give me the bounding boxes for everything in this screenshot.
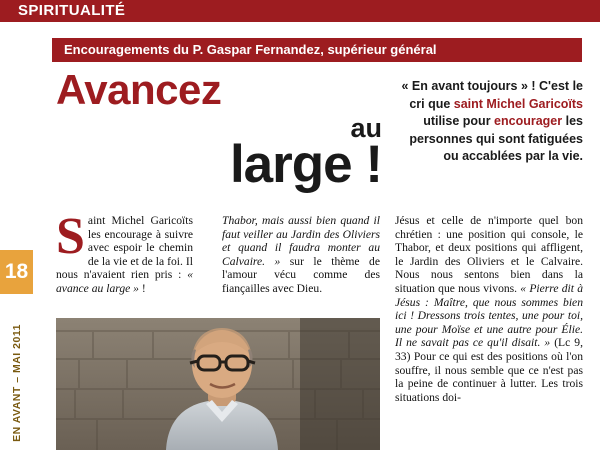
body-column-3 <box>395 214 583 404</box>
article-photo <box>56 318 380 450</box>
kicker-text: Encouragements du P. Gaspar Fernandez, supérieur général <box>64 42 437 57</box>
publication-label: EN AVANT – MAI 2011 <box>11 324 23 442</box>
standfirst-part-2: C'est le cri que <box>409 79 583 111</box>
column-3-text: Jésus et celle de n'importe quel bon chrétien : une position qui console, le Thabor, et deux positions qui affligent, le Jardin des Oliviers et le Calvaire. Nous nous sentons bien dans la situation que nous vivons. <box>395 214 583 295</box>
column-3-quote: « Pierre dit à Jésus : Maître, que nous sommes bien ici ! Dressons trois tentes, une pour toi, une pour Moïse et une autre pour Élie. Il ne savait pas ce qu'il disait. » <box>395 281 583 350</box>
body-column-2 <box>222 214 380 296</box>
standfirst <box>393 78 583 166</box>
standfirst-part-3: utilise pour <box>423 114 495 128</box>
drop-cap: S <box>56 208 85 265</box>
column-2-italic: Thabor, mais aussi bien quand il faut veiller au Jardin des Oliviers et quand il faudra monter au Calvaire. » <box>222 214 380 268</box>
photo-illustration <box>56 318 380 450</box>
standfirst-highlight-1: saint Michel <box>453 96 526 111</box>
standfirst-highlight-2: Garicoïts <box>528 96 583 111</box>
column-1-tail: ! <box>138 281 146 295</box>
headline-line-3: large ! <box>229 135 382 194</box>
page-title <box>56 66 386 194</box>
standfirst-highlight-3: encourager <box>494 114 563 128</box>
category-label: SPIRITUALITÉ <box>18 2 126 19</box>
column-1-quote: « avance au large » <box>56 268 193 295</box>
sidebar <box>0 22 36 450</box>
standfirst-part-1: « En avant toujours » ! <box>401 79 536 93</box>
body-column-1 <box>56 208 193 296</box>
column-3-reference: (Lc 9, 33) <box>395 336 583 363</box>
column-3-tail: Pour ce qui est des positions où l'on souffre, il nous semble que ce n'est pas la peine de continuer à lutter. Les trois situations doi- <box>395 349 583 404</box>
column-1-text: aint Michel Garicoïts les encourage à suivre avec espoir le chemin de la vie et de la foi. Il nous n'avaient rien pris : <box>56 214 193 282</box>
standfirst-part-4: les personnes qui sont fatiguées ou accablées par la vie. <box>409 114 583 163</box>
column-2-text: sur le thème de l'amour vécu comme des fiançailles avec Dieu. <box>222 254 380 295</box>
headline-line-1: Avancez <box>56 66 222 113</box>
headline-line-2: au <box>350 113 382 143</box>
page-number: 18 <box>4 260 29 283</box>
